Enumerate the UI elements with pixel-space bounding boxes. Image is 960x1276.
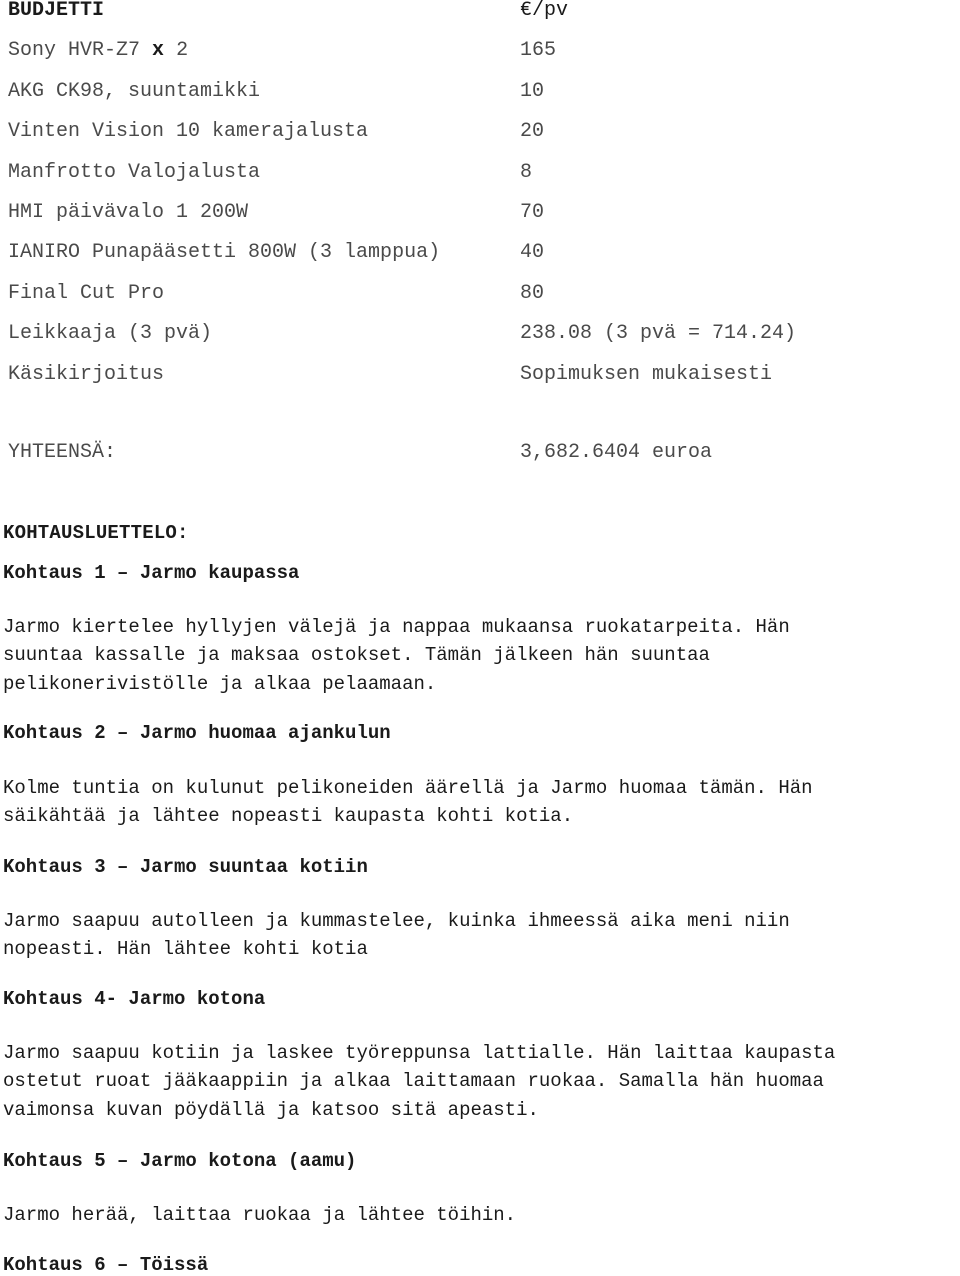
scene-list-heading: KOHTAUSLUETTELO: [3, 522, 189, 544]
scene-description [3, 774, 959, 831]
scene-line: Jarmo saapuu kotiin ja laskee työreppunsa lattialle. Hän laittaa kaupasta [3, 1042, 836, 1064]
budget-row [0, 283, 960, 323]
budget-total-label: YHTEENSÄ: [8, 441, 117, 464]
budget-row [0, 162, 960, 202]
budget-row [0, 121, 960, 161]
scene-title: Kohtaus 3 – Jarmo suuntaa kotiin [3, 856, 368, 878]
scene-line: Jarmo herää, laittaa ruokaa ja lähtee töihin. [3, 1204, 517, 1226]
scene-description [3, 907, 959, 964]
scene-line: vaimonsa kuvan pöydällä ja katsoo sitä apeasti. [3, 1098, 539, 1121]
budget-item: Final Cut Pro [8, 281, 165, 305]
budget-price: 20 [520, 120, 545, 144]
budget-table [0, 0, 960, 404]
budget-item: AKG CK98, suuntamikki [8, 79, 261, 103]
budget-row [0, 81, 960, 121]
budget-price: 238.08 (3 pvä = 714.24) [520, 322, 797, 346]
scene-description [3, 1039, 959, 1124]
scene-title: Kohtaus 1 – Jarmo kaupassa [3, 562, 300, 584]
budget-price: Sopimuksen mukaisesti [520, 362, 773, 386]
budget-item: HMI päivävalo 1 200W [8, 200, 249, 224]
budget-price: 8 [520, 160, 533, 184]
scene-title: Kohtaus 6 – Töissä [3, 1254, 209, 1276]
budget-qty-marker: x [152, 39, 165, 63]
budget-price: 40 [520, 241, 545, 265]
budget-price: 70 [520, 200, 545, 224]
scene-line: säikähtää ja lähtee nopeasti kaupasta kohti kotia. [3, 805, 574, 828]
scene-line: pelikonerivistölle ja alkaa pelaamaan. [3, 672, 437, 695]
budget-item: IANIRO Punapääsetti 800W (3 lamppua) [8, 241, 441, 265]
budget-unit-header: €/pv [520, 0, 569, 22]
scene-line: suuntaa kassalle ja maksaa ostokset. Tämän jälkeen hän suuntaa [3, 644, 710, 667]
scene-title: Kohtaus 2 – Jarmo huomaa ajankulun [3, 722, 391, 744]
budget-price: 165 [520, 39, 557, 63]
scene-line: ostetut ruoat jääkaappiin ja alkaa laittamaan ruokaa. Samalla hän huomaa [3, 1070, 824, 1093]
budget-total-value: 3,682.6404 euroa [520, 441, 713, 464]
scene-title: Kohtaus 5 – Jarmo kotona (aamu) [3, 1150, 357, 1172]
budget-total-row [0, 441, 960, 467]
budget-item: Manfrotto Valojalusta [8, 160, 261, 184]
budget-item [8, 40, 188, 62]
budget-row [0, 323, 960, 363]
scene-line: Kolme tuntia on kulunut pelikoneiden äärellä ja Jarmo huomaa tämän. Hän [3, 777, 813, 799]
scene-description [3, 613, 959, 698]
budget-row [0, 242, 960, 282]
budget-item: Vinten Vision 10 kamerajalusta [8, 120, 369, 144]
scene-title: Kohtaus 4- Jarmo kotona [3, 988, 266, 1010]
budget-item: Leikkaaja (3 pvä) [8, 322, 213, 346]
budget-title: BUDJETTI [8, 0, 105, 22]
budget-row [0, 364, 960, 404]
budget-item-name: Sony HVR-Z7 [8, 39, 141, 63]
scene-description [3, 1201, 959, 1229]
budget-row [0, 40, 960, 80]
scene-line: nopeasti. Hän lähtee kohti kotia [3, 938, 368, 961]
budget-item: Käsikirjoitus [8, 362, 165, 386]
budget-row [0, 202, 960, 242]
budget-header-row [0, 0, 960, 40]
budget-price: 10 [520, 79, 545, 103]
budget-qty: 2 [176, 39, 189, 63]
budget-price: 80 [520, 281, 545, 305]
scene-line: Jarmo saapuu autolleen ja kummastelee, kuinka ihmeessä aika meni niin [3, 910, 790, 932]
scene-line: Jarmo kiertelee hyllyjen välejä ja nappaa mukaansa ruokatarpeita. Hän [3, 616, 790, 638]
